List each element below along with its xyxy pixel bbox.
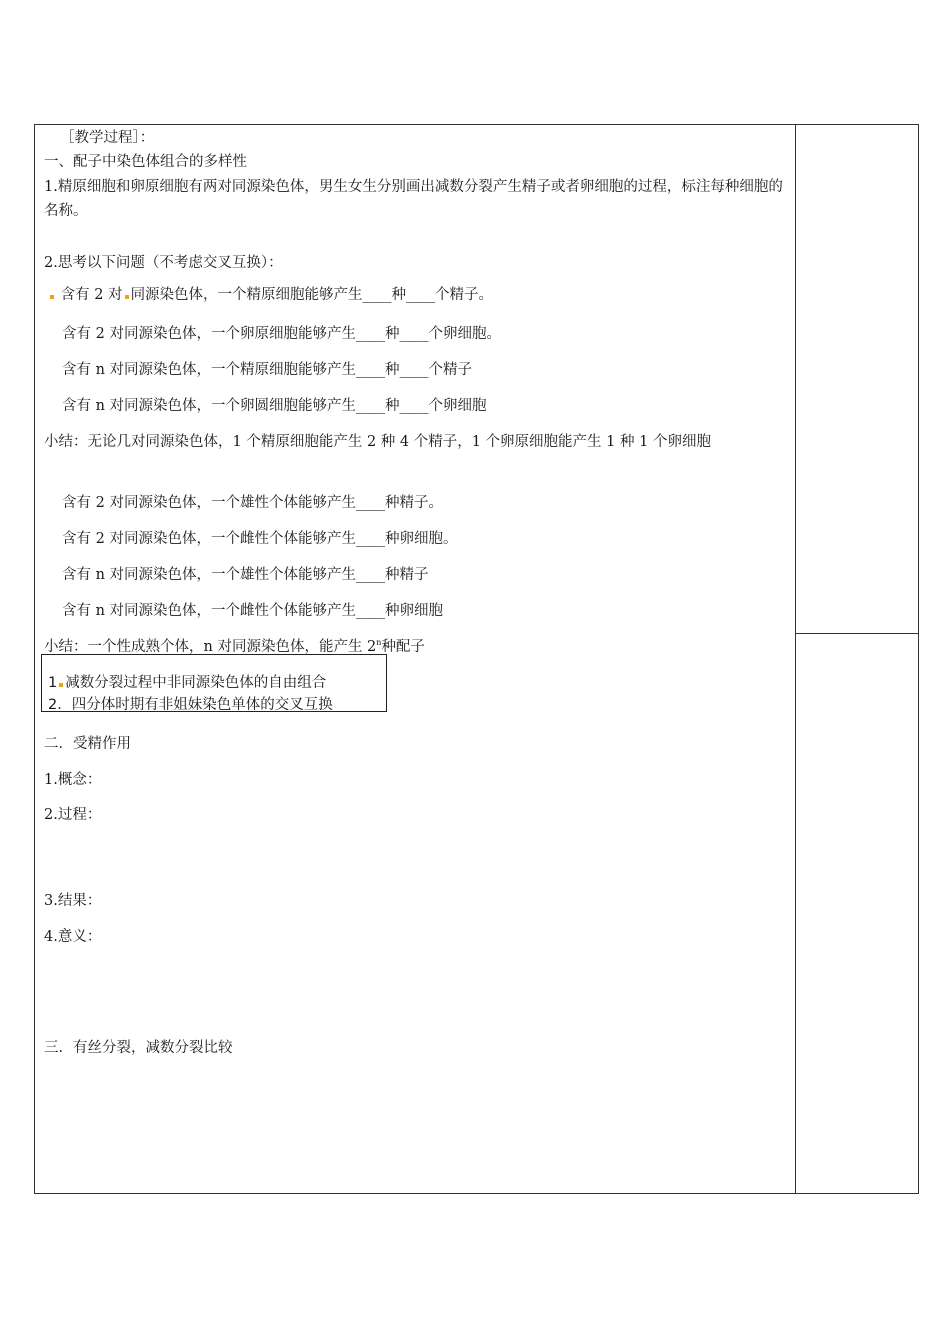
inline-marker-icon <box>125 295 129 299</box>
question-1-part-a: 含有 2 对 <box>60 287 123 303</box>
summary-1: 小结：无论几对同源染色体，1 个精原细胞能产生 2 种 4 个精子，1 个卵原细胞能产生 1 种 1 个卵细胞 <box>44 434 711 450</box>
notes-column-row-divider <box>795 633 919 634</box>
variation-sources-box <box>41 654 387 712</box>
section2-item3: 3.结果： <box>44 893 102 909</box>
summary-2-exponent: n <box>376 638 382 648</box>
summary-2-part-a: 小结：一个性成熟个体，n 对同源染色体，能产生 2 <box>44 639 377 655</box>
bullet-marker-icon <box>50 295 54 299</box>
summary-2-part-b: 种配子 <box>381 639 425 655</box>
question-3: 含有 n 对同源染色体，一个精原细胞能够产生____种____个精子 <box>62 362 473 378</box>
box-line-1 <box>48 674 326 692</box>
box-marker-icon <box>59 683 63 687</box>
section1-item1: 1.精原细胞和卵原细胞有两对同源染色体，男生女生分别画出减数分裂产生精子或者卵细胞的过程，标注每种细胞的名称。 <box>44 179 783 219</box>
question-7: 含有 n 对同源染色体，一个雄性个体能够产生____种精子 <box>62 567 429 583</box>
question-8: 含有 n 对同源染色体，一个雌性个体能够产生____种卵细胞 <box>62 603 444 619</box>
question-2: 含有 2 对同源染色体，一个卵原细胞能够产生____种____个卵细胞。 <box>62 326 501 342</box>
table-column-divider <box>795 124 796 1194</box>
question-1-part-b: 同源染色体，一个精原细胞能够产生____种____个精子。 <box>130 287 494 303</box>
question-4: 含有 n 对同源染色体，一个卵圆细胞能够产生____种____个卵细胞 <box>62 398 487 414</box>
section2-title: 二．受精作用 <box>44 736 131 752</box>
section3-title: 三．有丝分裂，减数分裂比较 <box>44 1040 233 1056</box>
teaching-process-heading: ［教学过程］： <box>60 130 155 146</box>
section2-item2: 2.过程： <box>44 807 102 823</box>
section1-title: 一、配子中染色体组合的多样性 <box>44 154 247 170</box>
section2-item1: 1.概念： <box>44 772 102 788</box>
box-line-1-text: 减数分裂过程中非同源染色体的自由组合 <box>65 675 327 691</box>
question-6: 含有 2 对同源染色体，一个雌性个体能够产生____种卵细胞。 <box>62 531 458 547</box>
section1-item2: 2.思考以下问题（不考虑交叉互换）： <box>44 255 283 271</box>
box-line-2: 2．四分体时期有非姐妹染色单体的交叉互换 <box>48 697 333 713</box>
question-1 <box>48 286 493 304</box>
box-line-1-number: 1 <box>48 675 58 691</box>
section2-item4: 4.意义： <box>44 929 102 945</box>
question-5: 含有 2 对同源染色体，一个雄性个体能够产生____种精子。 <box>62 495 443 511</box>
